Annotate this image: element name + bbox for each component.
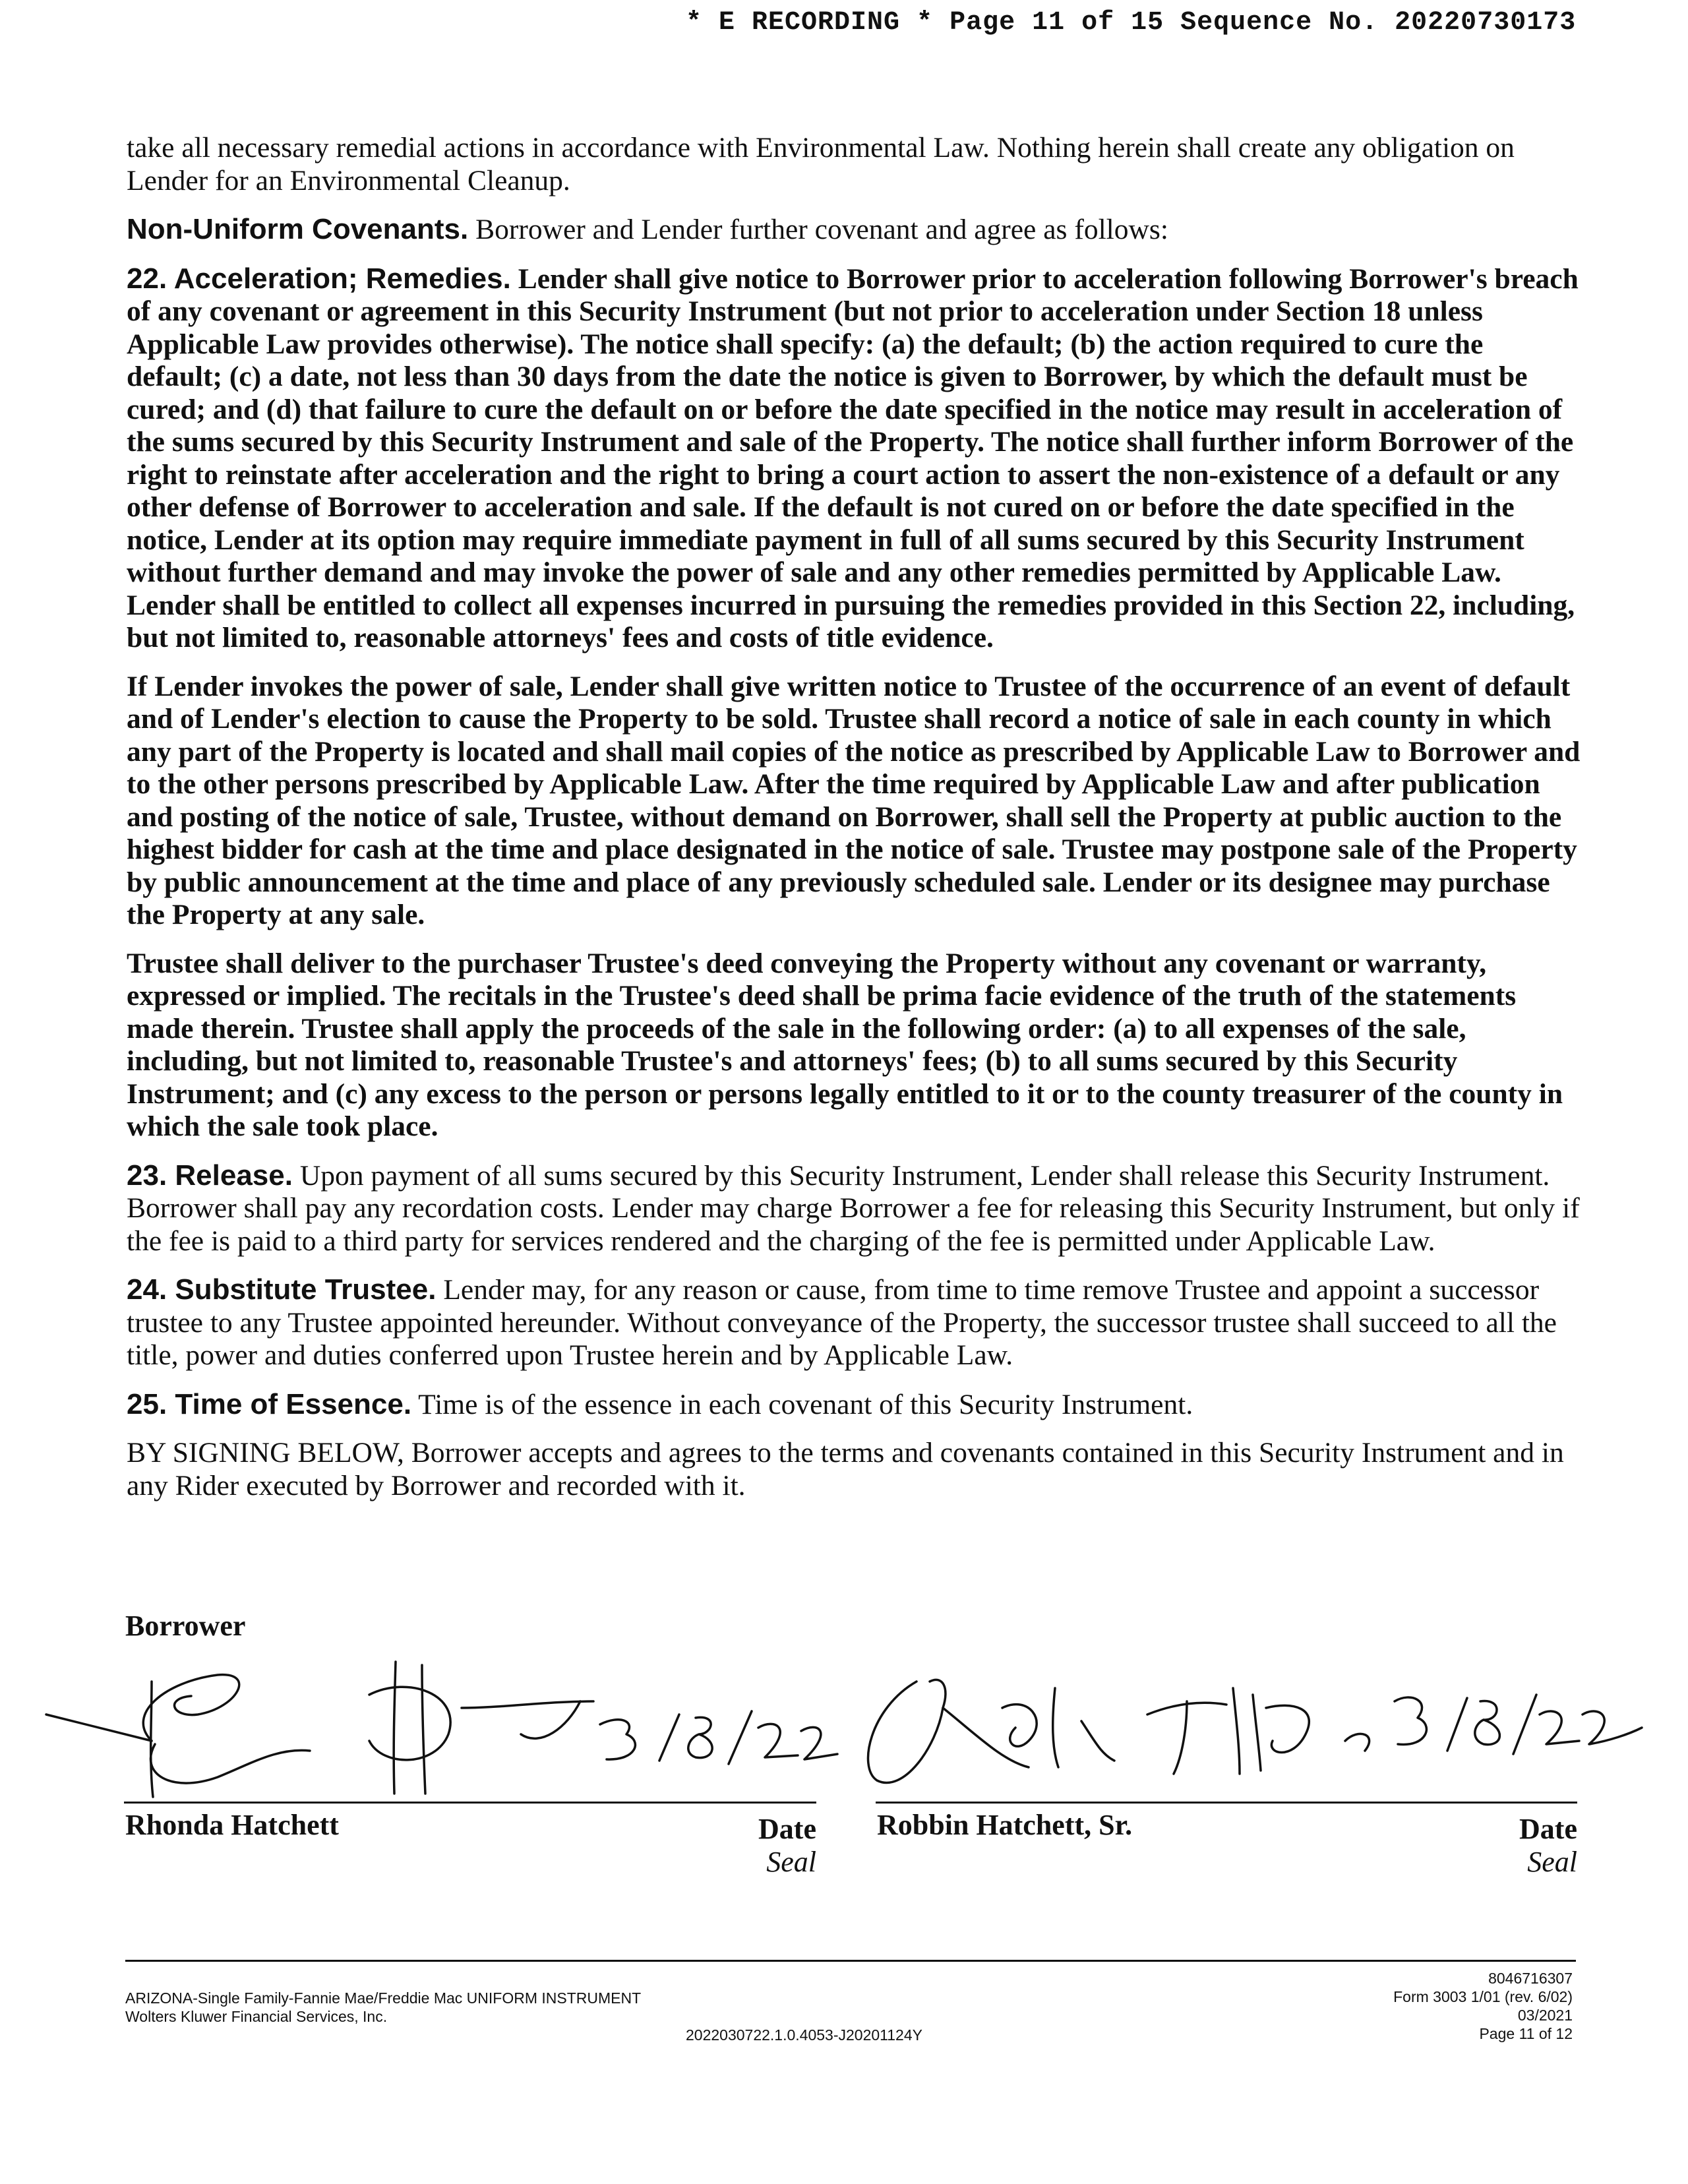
paragraph-text: Trustee shall deliver to the purchaser Trustee's deed conveying the Property without any covenant or warranty, expressed or implied. The recitals in the Trustee's deed shall be prima facie evidence of the truth of the statements made therein. Trustee shall apply the proceeds of the sale in the following order: (a) to all expenses of the sale, including, but not limited to, reasonable Trustee's and attorneys' fees; (b) to all sums secured by this Security Instrument; and (c) any excess to the person or persons legally entitled to it or to the county treasurer of the county in which the sale took place. bbox=[127, 947, 1563, 1142]
footer-center bbox=[686, 2026, 922, 2044]
paragraph-text: take all necessary remedial actions in accordance with Environmental Law. Nothing herein shall create any obligation on Lender for an Environmental Cleanup. bbox=[127, 132, 1515, 197]
paragraph-text: If Lender invokes the power of sale, Lender shall give written notice to Trustee of the occurrence of an event of default and of Lender's election to cause the Property to be sold. Trustee shall record a notice of sale in each county in which any part of the Property is located and shall mail copies of the notice as prescribed by Applicable Law to Borrower and to the other persons prescribed by Applicable Law. After the time required by Applicable Law and after publication and posting of the notice of sale, Trustee, without demand on Borrower, shall sell the Property at public auction to the highest bidder for cash at the time and place designated in the notice of sale. Trustee may postpone sale of the Property by public announcement at the time and place of any previously scheduled sale. Lender or its designee may purchase the Property at any sale. bbox=[127, 670, 1581, 930]
paragraph-text: Time is of the essence in each covenant of this Security Instrument. bbox=[411, 1388, 1193, 1420]
paragraph-section-22 bbox=[127, 262, 1584, 655]
signature-rhonda-hatchett bbox=[46, 1662, 593, 1797]
footer-form-date: 03/2021 bbox=[1517, 2007, 1573, 2024]
section-heading: Non-Uniform Covenants. bbox=[127, 213, 469, 245]
paragraph-section-24 bbox=[127, 1273, 1584, 1372]
handwritten-date-right bbox=[1395, 1695, 1642, 1754]
footer-document-code: 2022030722.1.0.4053-J20201124Y bbox=[686, 2026, 922, 2044]
seal-label-left: Seal bbox=[766, 1846, 816, 1878]
section-heading: 23. Release. bbox=[127, 1159, 293, 1192]
recording-header: * E RECORDING * Page 11 of 15 Sequence No. 20220730173 bbox=[686, 8, 1577, 38]
signer-name-right: Robbin Hatchett, Sr. bbox=[877, 1809, 1133, 1841]
footer-publisher: Wolters Kluwer Financial Services, Inc. bbox=[125, 2008, 388, 2025]
footer-loan-number: 8046716307 bbox=[1488, 1970, 1573, 1987]
handwritten-date-left bbox=[600, 1711, 837, 1764]
date-label-left: Date bbox=[758, 1813, 816, 1845]
section-heading: 24. Substitute Trustee. bbox=[127, 1273, 437, 1306]
date-label-right: Date bbox=[1519, 1813, 1577, 1845]
paragraph-text: Borrower and Lender further covenant and agree as follows: bbox=[468, 214, 1168, 245]
paragraph-text: Lender shall give notice to Borrower prior to acceleration following Borrower's breach of any covenant or agreement in this Security Instrument (but not prior to acceleration under Section 18 unless Applicable Law provides otherwise). The notice shall specify: (a) the default; (b) the action required to cure the default; (c) a date, not less than 30 days from the date the notice is given to Borrower, by which the default must be cured; and (d) that failure to cure the default on or before the date specified in the notice may result in acceleration of the sums secured by this Security Instrument and sale of the Property. The notice shall further inform Borrower of the right to reinstate after acceleration and the right to bring a court action to assert the non-existence of a default or any other defense of Borrower to acceleration and sale. If the default is not cured on or before the date specified in the notice, Lender at its option may require immediate payment in full of all sums secured by this Security Instrument without further demand and may invoke the power of sale and any other remedies permitted by Applicable Law. Lender shall be entitled to collect all expenses incurred in pursuing the remedies provided in this Section 22, including, but not limited to, reasonable attorneys' fees and costs of title evidence. bbox=[127, 262, 1579, 653]
paragraph-environmental bbox=[127, 132, 1584, 197]
footer-form-title: ARIZONA-Single Family-Fannie Mae/Freddie Mac UNIFORM INSTRUMENT bbox=[125, 1989, 642, 2007]
signer-name-left: Rhonda Hatchett bbox=[125, 1809, 339, 1841]
signature-robbin-hatchett bbox=[868, 1680, 1370, 1782]
paragraph-non-uniform-covenants bbox=[127, 213, 1584, 247]
seal-label-right: Seal bbox=[1527, 1846, 1577, 1878]
paragraph-trustee-deed bbox=[127, 948, 1584, 1143]
handwritten-signatures bbox=[0, 1635, 1688, 1807]
paragraph-power-of-sale bbox=[127, 671, 1584, 932]
borrower-label: Borrower bbox=[125, 1610, 246, 1642]
paragraph-section-25 bbox=[127, 1388, 1584, 1422]
footer-left bbox=[125, 1989, 641, 2026]
paragraph-text: Upon payment of all sums secured by this Security Instrument, Lender shall release this Security Instrument. Borrower shall pay any recordation costs. Lender may charge Borrower a fee for releasing this Security Instrument, but only if the fee is paid to a third party for services rendered and the charging of the fee is permitted under Applicable Law. bbox=[127, 1159, 1580, 1257]
section-heading: 22. Acceleration; Remedies. bbox=[127, 262, 511, 295]
document-body bbox=[127, 132, 1584, 1518]
paragraph-section-23 bbox=[127, 1159, 1584, 1258]
footer-divider bbox=[125, 1960, 1576, 1962]
paragraph-text: Lender may, for any reason or cause, from time to time remove Trustee and appoint a successor trustee to any Trustee appointed hereunder. Without conveyance of the Property, the successor trustee shall succeed to all the title, power and duties conferred upon Trustee herein and by Applicable Law. bbox=[127, 1274, 1557, 1371]
paragraph-by-signing bbox=[127, 1437, 1584, 1502]
footer-right bbox=[1240, 1969, 1573, 2043]
section-heading: 25. Time of Essence. bbox=[127, 1387, 412, 1420]
footer-page-number: Page 11 of 12 bbox=[1479, 2025, 1573, 2042]
paragraph-text: BY SIGNING BELOW, Borrower accepts and agrees to the terms and covenants contained in this Security Instrument and in any Rider executed by Borrower and recorded with it. bbox=[127, 1437, 1564, 1502]
signature-line-left bbox=[124, 1802, 816, 1804]
footer-form-number: Form 3003 1/01 (rev. 6/02) bbox=[1393, 1988, 1573, 2005]
signature-line-right bbox=[876, 1802, 1577, 1804]
